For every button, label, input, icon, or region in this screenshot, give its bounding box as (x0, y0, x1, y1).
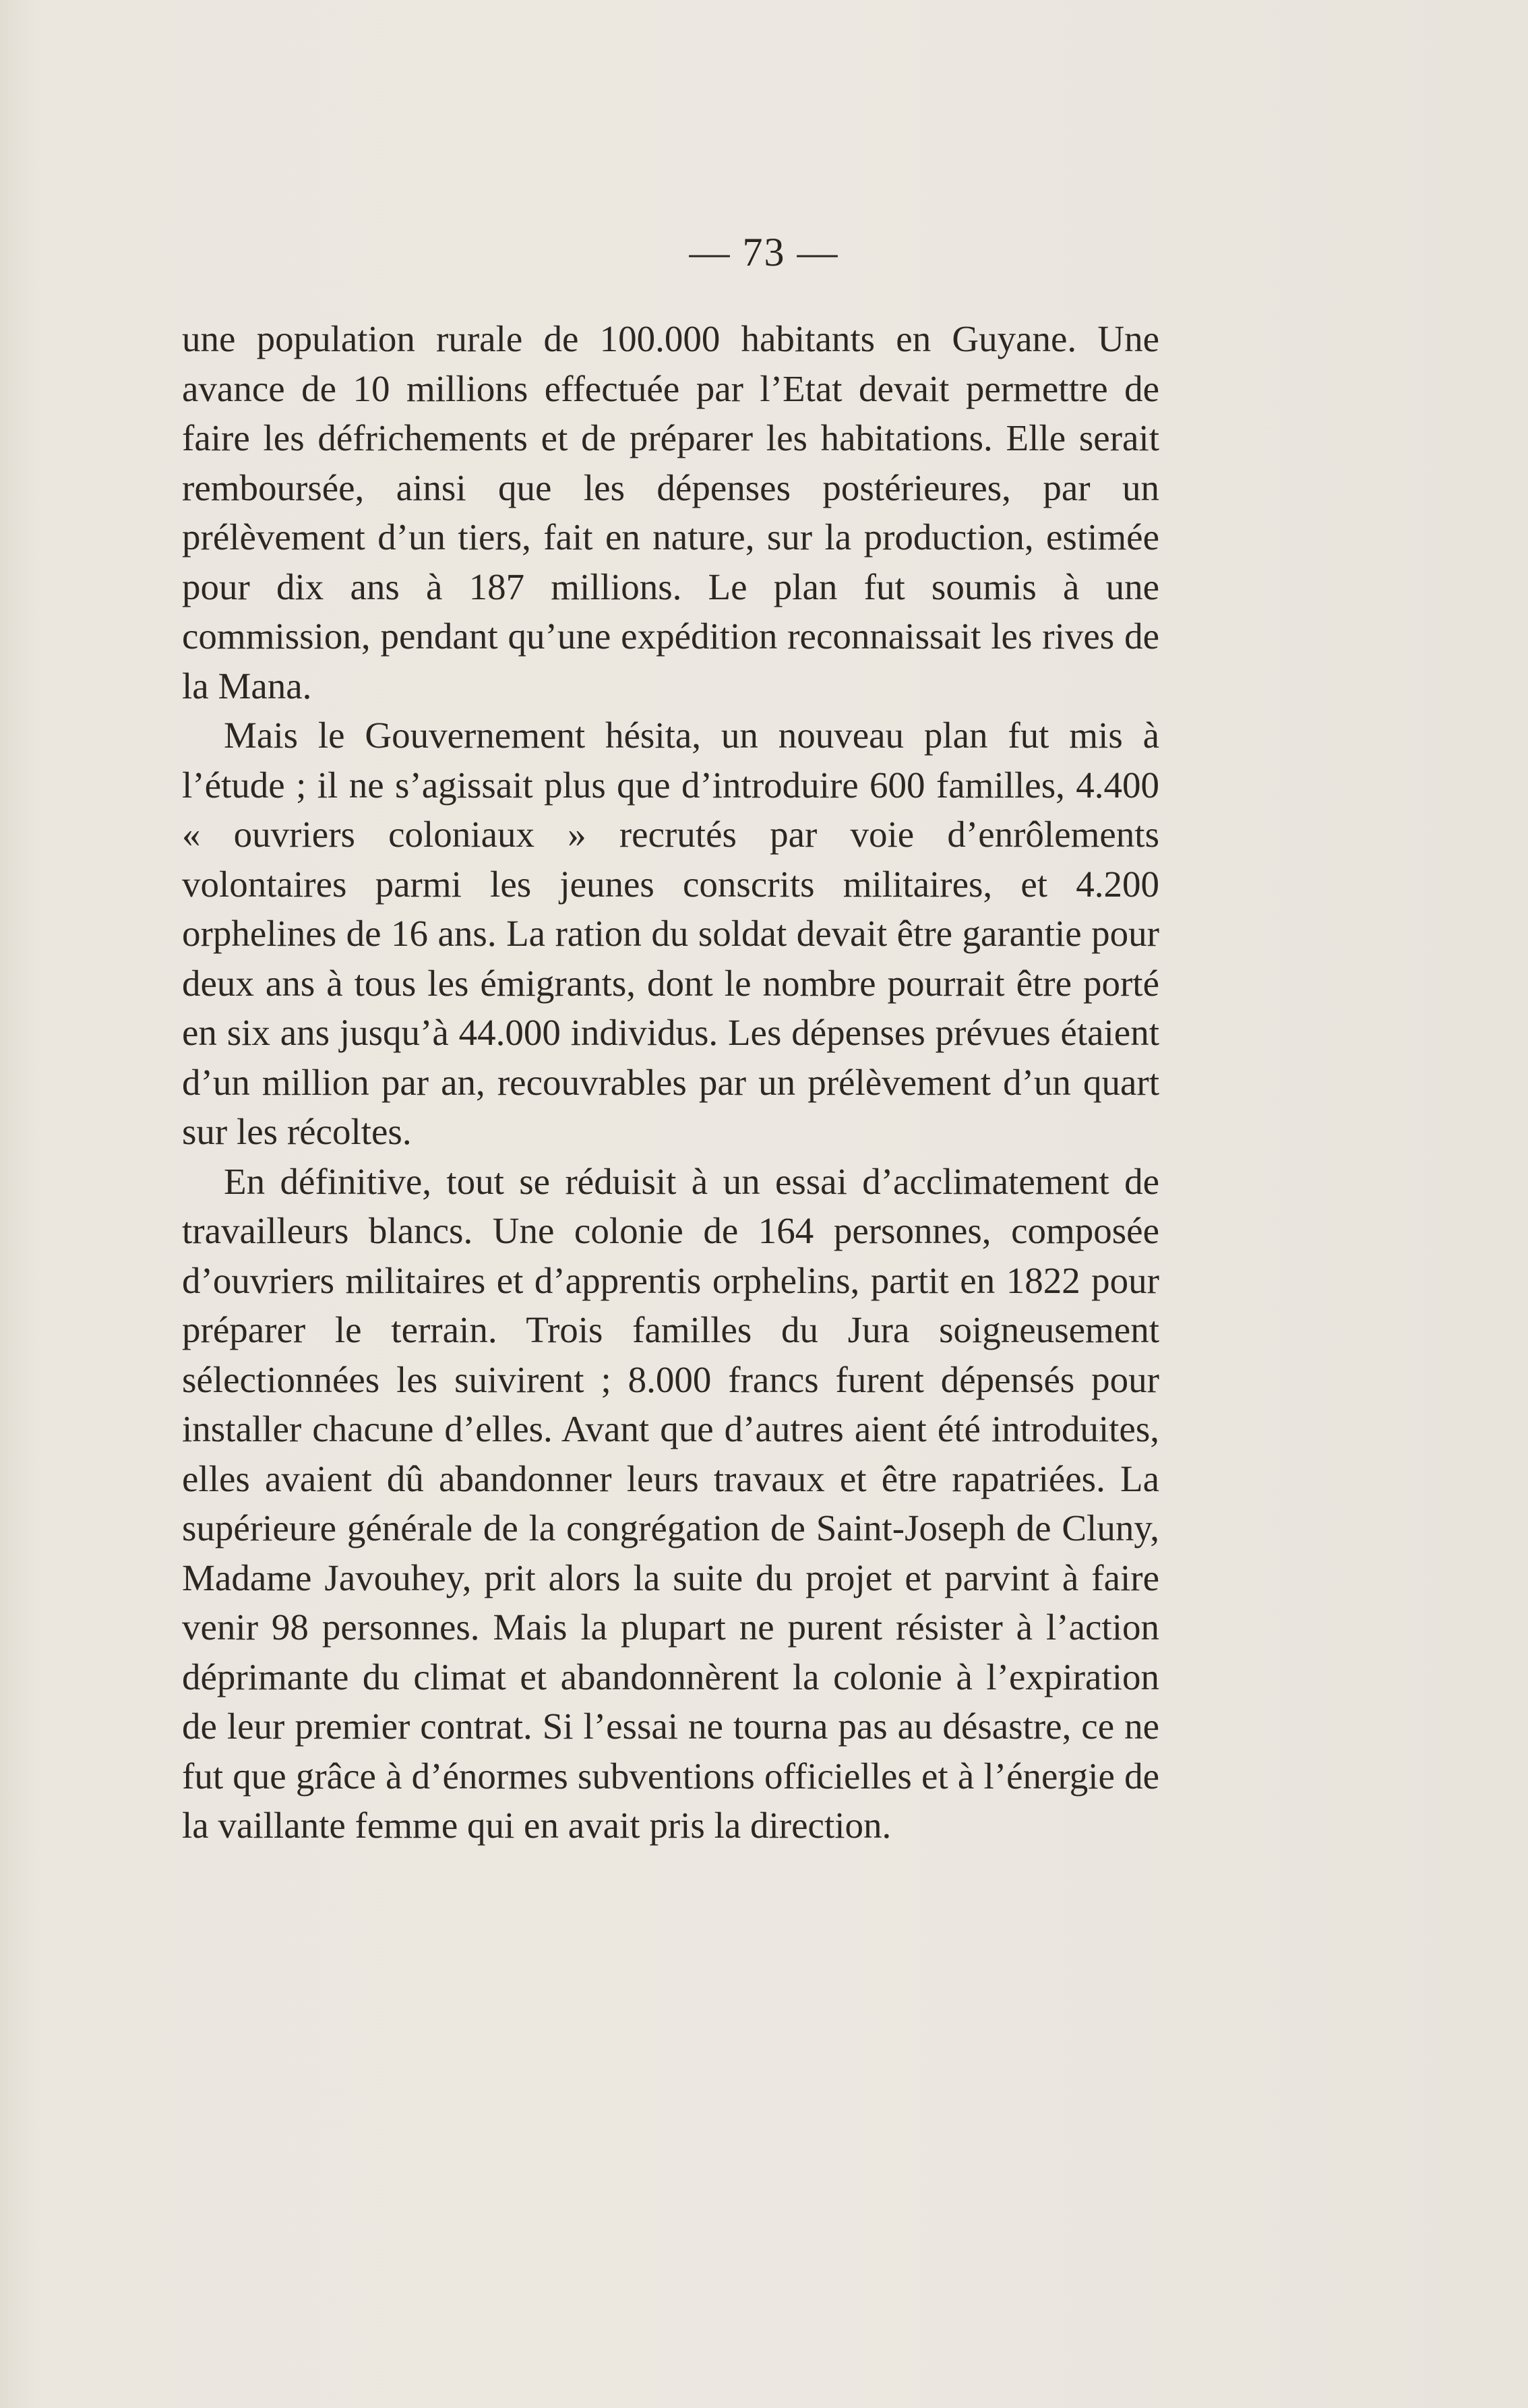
body-text (182, 314, 1159, 1850)
paragraph-1: une population rurale de 100.000 habitants en Guyane. Une avance de 10 millions effectuée par l’Etat devait permettre de faire les défrichements et de préparer les habitations. Elle serait remboursée, ainsi que les dépenses postérieures, par un prélèvement d’un tiers, fait en nature, sur la production, estimée pour dix ans à 187 millions. Le plan fut soumis à une commission, pendant qu’une expédition reconnaissait les rives de la Mana. (182, 318, 1159, 706)
page-number: — 73 — (689, 230, 839, 274)
paragraph-3: En définitive, tout se réduisit à un essai d’acclimatement de travailleurs blancs. Une colonie de 164 personnes, composée d’ouvriers militaires et d’apprentis orphelins, partit en 1822 pour préparer le terrain. Trois familles du Jura soigneusement sélectionnées les suivirent ; 8.000 francs furent dépensés pour installer chacune d’elles. Avant que d’autres aient été introduites, elles avaient dû abandonner leurs travaux et être rapatriées. La supérieure générale de la congrégation de Saint-Joseph de Cluny, Madame Javouhey, prit alors la suite du projet et parvint à faire venir 98 personnes. Mais la plupart ne purent résister à l’action déprimante du climat et abandonnèrent la colonie à l’expiration de leur premier contrat. Si l’essai ne tourna pas au désastre, ce ne fut que grâce à d’énormes subventions officielles et à l’énergie de la vaillante femme qui en avait pris la direction. (182, 1160, 1159, 1846)
paragraph-2: Mais le Gouvernement hésita, un nouveau plan fut mis à l’étude ; il ne s’agissait plus que d’introduire 600 familles, 4.400 « ouvriers coloniaux » recrutés par voie d’enrôlements volontaires parmi les jeunes conscrits militaires, et 4.200 orphelines de 16 ans. La ration du soldat devait être garantie pour deux ans à tous les émigrants, dont le nombre pourrait être porté en six ans jusqu’à 44.000 individus. Les dépenses prévues étaient d’un million par an, recouvrables par un prélèvement d’un quart sur les récoltes. (182, 715, 1159, 1152)
